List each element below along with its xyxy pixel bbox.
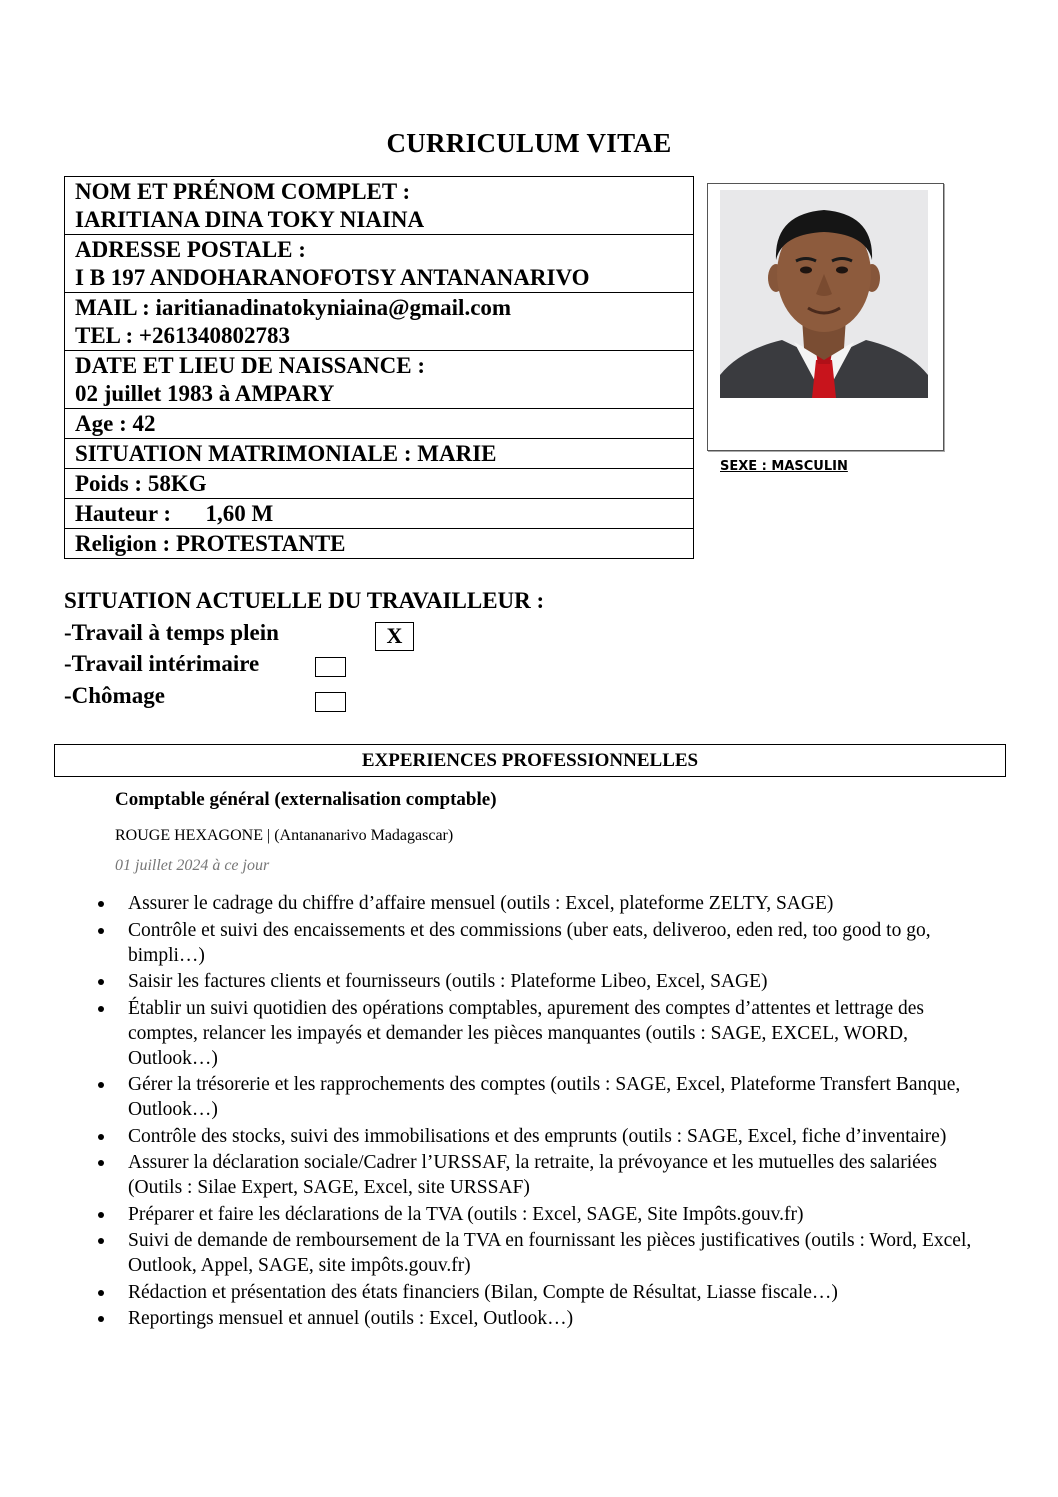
list-item: Suivi de demande de remboursement de la TVA en fournissant les pièces justificatives (outils : Word, Excel, Outlook, Appel, SAGE, site impôts.gouv.fr) [90, 1228, 990, 1278]
checkbox-interim[interactable] [315, 657, 346, 677]
identity-weight: Poids : 58KG [65, 469, 694, 499]
identity-phone: TEL : +261340802783 [75, 323, 291, 348]
list-item: Assurer le cadrage du chiffre d’affaire mensuel (outils : Excel, plateforme ZELTY, SAGE) [90, 891, 990, 916]
checkbox-unemployed[interactable] [315, 692, 346, 712]
identity-row-height [65, 499, 694, 529]
identity-row-religion [65, 529, 694, 559]
identity-email: MAIL : iaritianadinatokyniaina@gmail.com [75, 295, 512, 320]
page-title: CURRICULUM VITAE [386, 128, 672, 158]
identity-row-name [65, 177, 694, 235]
job-dates: 01 juillet 2024 à ce jour [115, 857, 270, 874]
employer: ROUGE HEXAGONE | (Antananarivo Madagascar) [115, 827, 454, 844]
list-item: Préparer et faire les déclarations de la TVA (outils : Excel, SAGE, Site Impôts.gouv.fr) [90, 1202, 990, 1227]
situation-option-interim: -Travail intérimaire [64, 651, 260, 676]
identity-row-marital [65, 439, 694, 469]
identity-row-weight [65, 469, 694, 499]
identity-row-contact [65, 293, 694, 351]
identity-marital-status: SITUATION MATRIMONIALE : MARIE [65, 439, 694, 469]
identity-row-address [65, 235, 694, 293]
profile-photo [720, 190, 928, 398]
identity-value: 02 juillet 1983 à AMPARY [75, 381, 335, 406]
list-item: Contrôle des stocks, suivi des immobilisations et des emprunts (outils : SAGE, Excel, fiche d’inventaire) [90, 1124, 990, 1149]
identity-label: DATE ET LIEU DE NAISSANCE : [75, 353, 425, 378]
task-list [90, 891, 990, 1333]
identity-label: ADRESSE POSTALE : [75, 237, 306, 262]
identity-row-birth [65, 351, 694, 409]
situation-option-fulltime: -Travail à temps plein [64, 620, 279, 645]
situation-title: SITUATION ACTUELLE DU TRAVAILLEUR : [64, 588, 545, 613]
list-item: Rédaction et présentation des états financiers (Bilan, Compte de Résultat, Liasse fiscale…) [90, 1280, 990, 1305]
checkbox-fulltime[interactable]: X [375, 622, 414, 651]
list-item: Établir un suivi quotidien des opérations comptables, apurement des comptes d’attentes et lettrage des comptes, relancer les impayés et demander les pièces manquantes (outils : SAGE, EXCEL, WORD, Outlook…) [90, 996, 990, 1071]
identity-height: Hauteur : 1,60 M [65, 499, 694, 529]
list-item: Contrôle et suivi des encaissements et des commissions (uber eats, deliveroo, eden red, too good to go, bimpli…) [90, 918, 990, 968]
gender-label: SEXE : MASCULIN [720, 459, 848, 474]
identity-row-age [65, 409, 694, 439]
list-item: Reportings mensuel et annuel (outils : Excel, Outlook…) [90, 1306, 990, 1331]
job-title: Comptable général (externalisation comptable) [115, 789, 497, 810]
identity-religion: Religion : PROTESTANTE [65, 529, 694, 559]
identity-table [64, 176, 694, 559]
list-item: Gérer la trésorerie et les rapprochements des comptes (outils : SAGE, Excel, Plateforme Transfert Banque, Outlook…) [90, 1072, 990, 1122]
list-item: Saisir les factures clients et fournisseurs (outils : Plateforme Libeo, Excel, SAGE) [90, 969, 990, 994]
identity-value: IARITIANA DINA TOKY NIAINA [75, 207, 425, 232]
identity-value: I B 197 ANDOHARANOFOTSY ANTANANARIVO [75, 265, 590, 290]
identity-age: Age : 42 [65, 409, 694, 439]
list-item: Assurer la déclaration sociale/Cadrer l’URSSAF, la retraite, la prévoyance et les mutuelles des salariées (Outils : Silae Expert, SAGE, Excel, site URSSAF) [90, 1150, 990, 1200]
section-title-experience: EXPERIENCES PROFESSIONNELLES [54, 744, 1006, 777]
photo-frame [707, 183, 944, 451]
situation-option-unemployed: -Chômage [64, 683, 165, 708]
identity-label: NOM ET PRÉNOM COMPLET : [75, 179, 411, 204]
person-portrait-icon [720, 190, 928, 398]
